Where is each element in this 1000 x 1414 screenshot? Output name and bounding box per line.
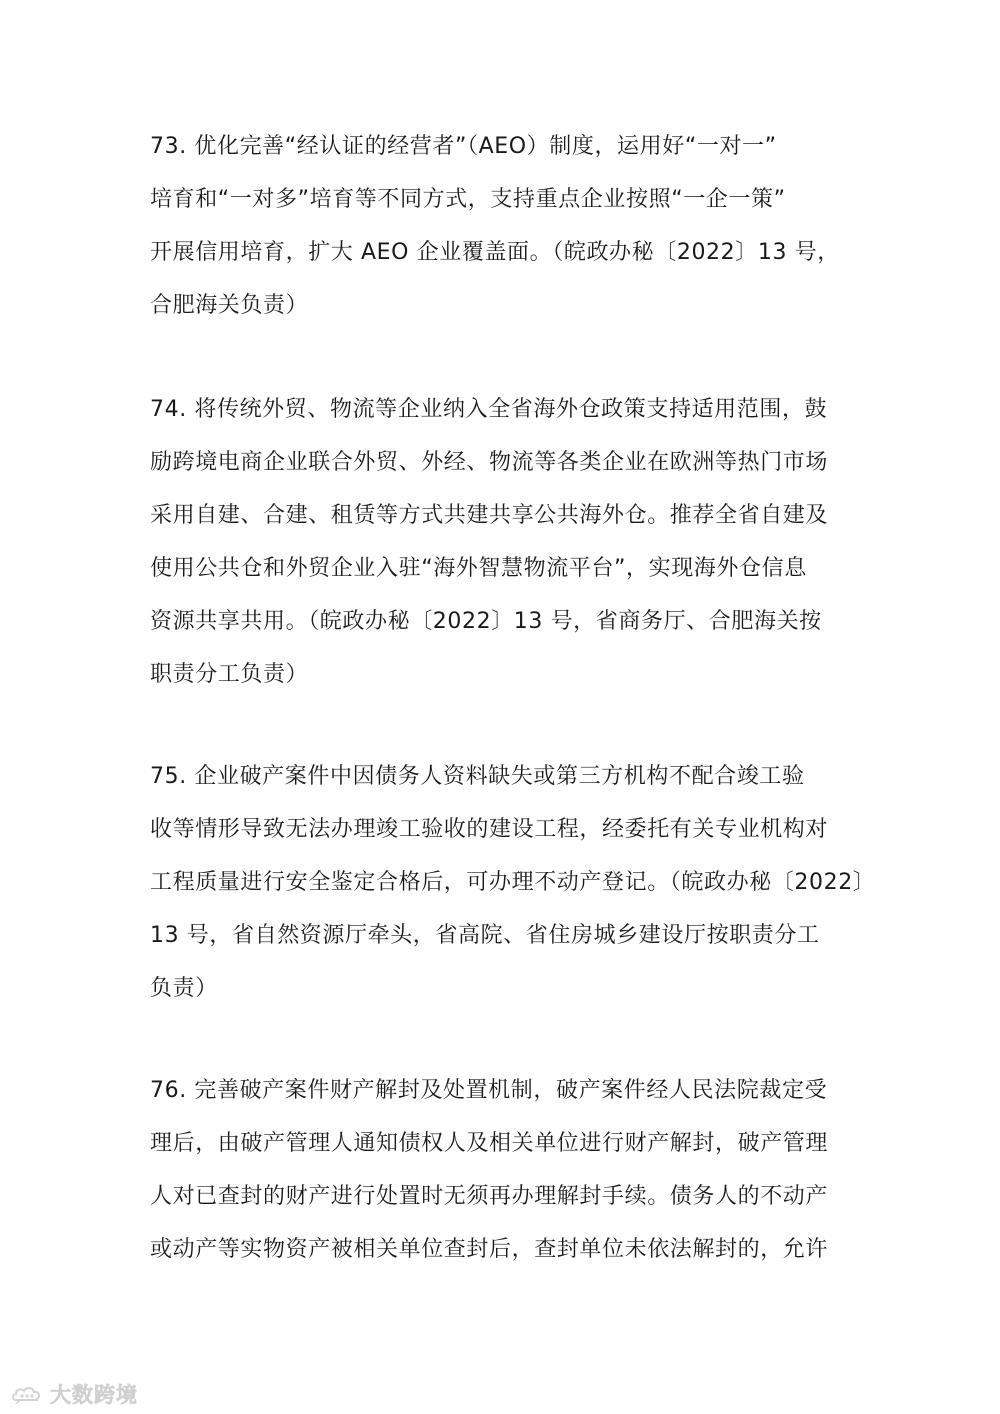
text-line: 开展信用培育，扩大 AEO 企业覆盖面。（皖政办秘〔2022〕13 号， (150, 240, 840, 265)
text-line: 74. 将传统外贸、物流等企业纳入全省海外仓政策支持适用范围，鼓 (150, 397, 828, 422)
text-line: 73. 优化完善“经认证的经营者”（AEO）制度，运用好“一对一” (150, 134, 777, 159)
text-line: 收等情形导致无法办理竣工验收的建设工程，经委托有关专业机构对 (150, 817, 829, 842)
text-line: 负责） (150, 976, 218, 1001)
text-line: 13 号，省自然资源厅牵头，省高院、省住房城乡建设厅按职责分工 (150, 923, 820, 948)
text-line: 励跨境电商企业联合外贸、外经、物流等各类企业在欧洲等热门市场 (150, 450, 829, 475)
paragraph-item-76 (150, 1064, 860, 1276)
text-line: 采用自建、合建、租赁等方式共建共享公共海外仓。推荐全省自建及 (150, 503, 829, 528)
text-line: 理后，由破产管理人通知债权人及相关单位进行财产解封，破产管理 (150, 1131, 829, 1156)
watermark-text: 大数跨境 (50, 1383, 138, 1407)
text-line: 或动产等实物资产被相关单位查封后，查封单位未依法解封的，允许 (150, 1237, 829, 1262)
text-line: 工程质量进行安全鉴定合格后，可办理不动产登记。（皖政办秘〔2022〕 (150, 870, 876, 895)
text-line: 人对已查封的财产进行处置时无须再办理解封手续。债务人的不动产 (150, 1184, 829, 1209)
text-line: 职责分工负责） (150, 662, 309, 687)
cloud-bubble-icon (10, 1382, 46, 1406)
text-line: 76. 完善破产案件财产解封及处置机制，破产案件经人民法院裁定受 (150, 1078, 828, 1103)
paragraph-item-75 (150, 750, 876, 1015)
text-line: 资源共享共用。（皖政办秘〔2022〕13 号，省商务厅、合肥海关按 (150, 609, 822, 634)
text-line: 培育和“一对多”培育等不同方式，支持重点企业按照“一企一策” (150, 187, 786, 212)
paragraph-item-73 (150, 120, 860, 332)
text-line: 75. 企业破产案件中因债务人资料缺失或第三方机构不配合竣工验 (150, 764, 805, 789)
paragraph-item-74 (150, 383, 860, 701)
watermark (10, 1378, 138, 1410)
text-line: 合肥海关负责） (150, 293, 309, 318)
text-line: 使用公共仓和外贸企业入驻“海外智慧物流平台”，实现海外仓信息 (150, 556, 807, 581)
